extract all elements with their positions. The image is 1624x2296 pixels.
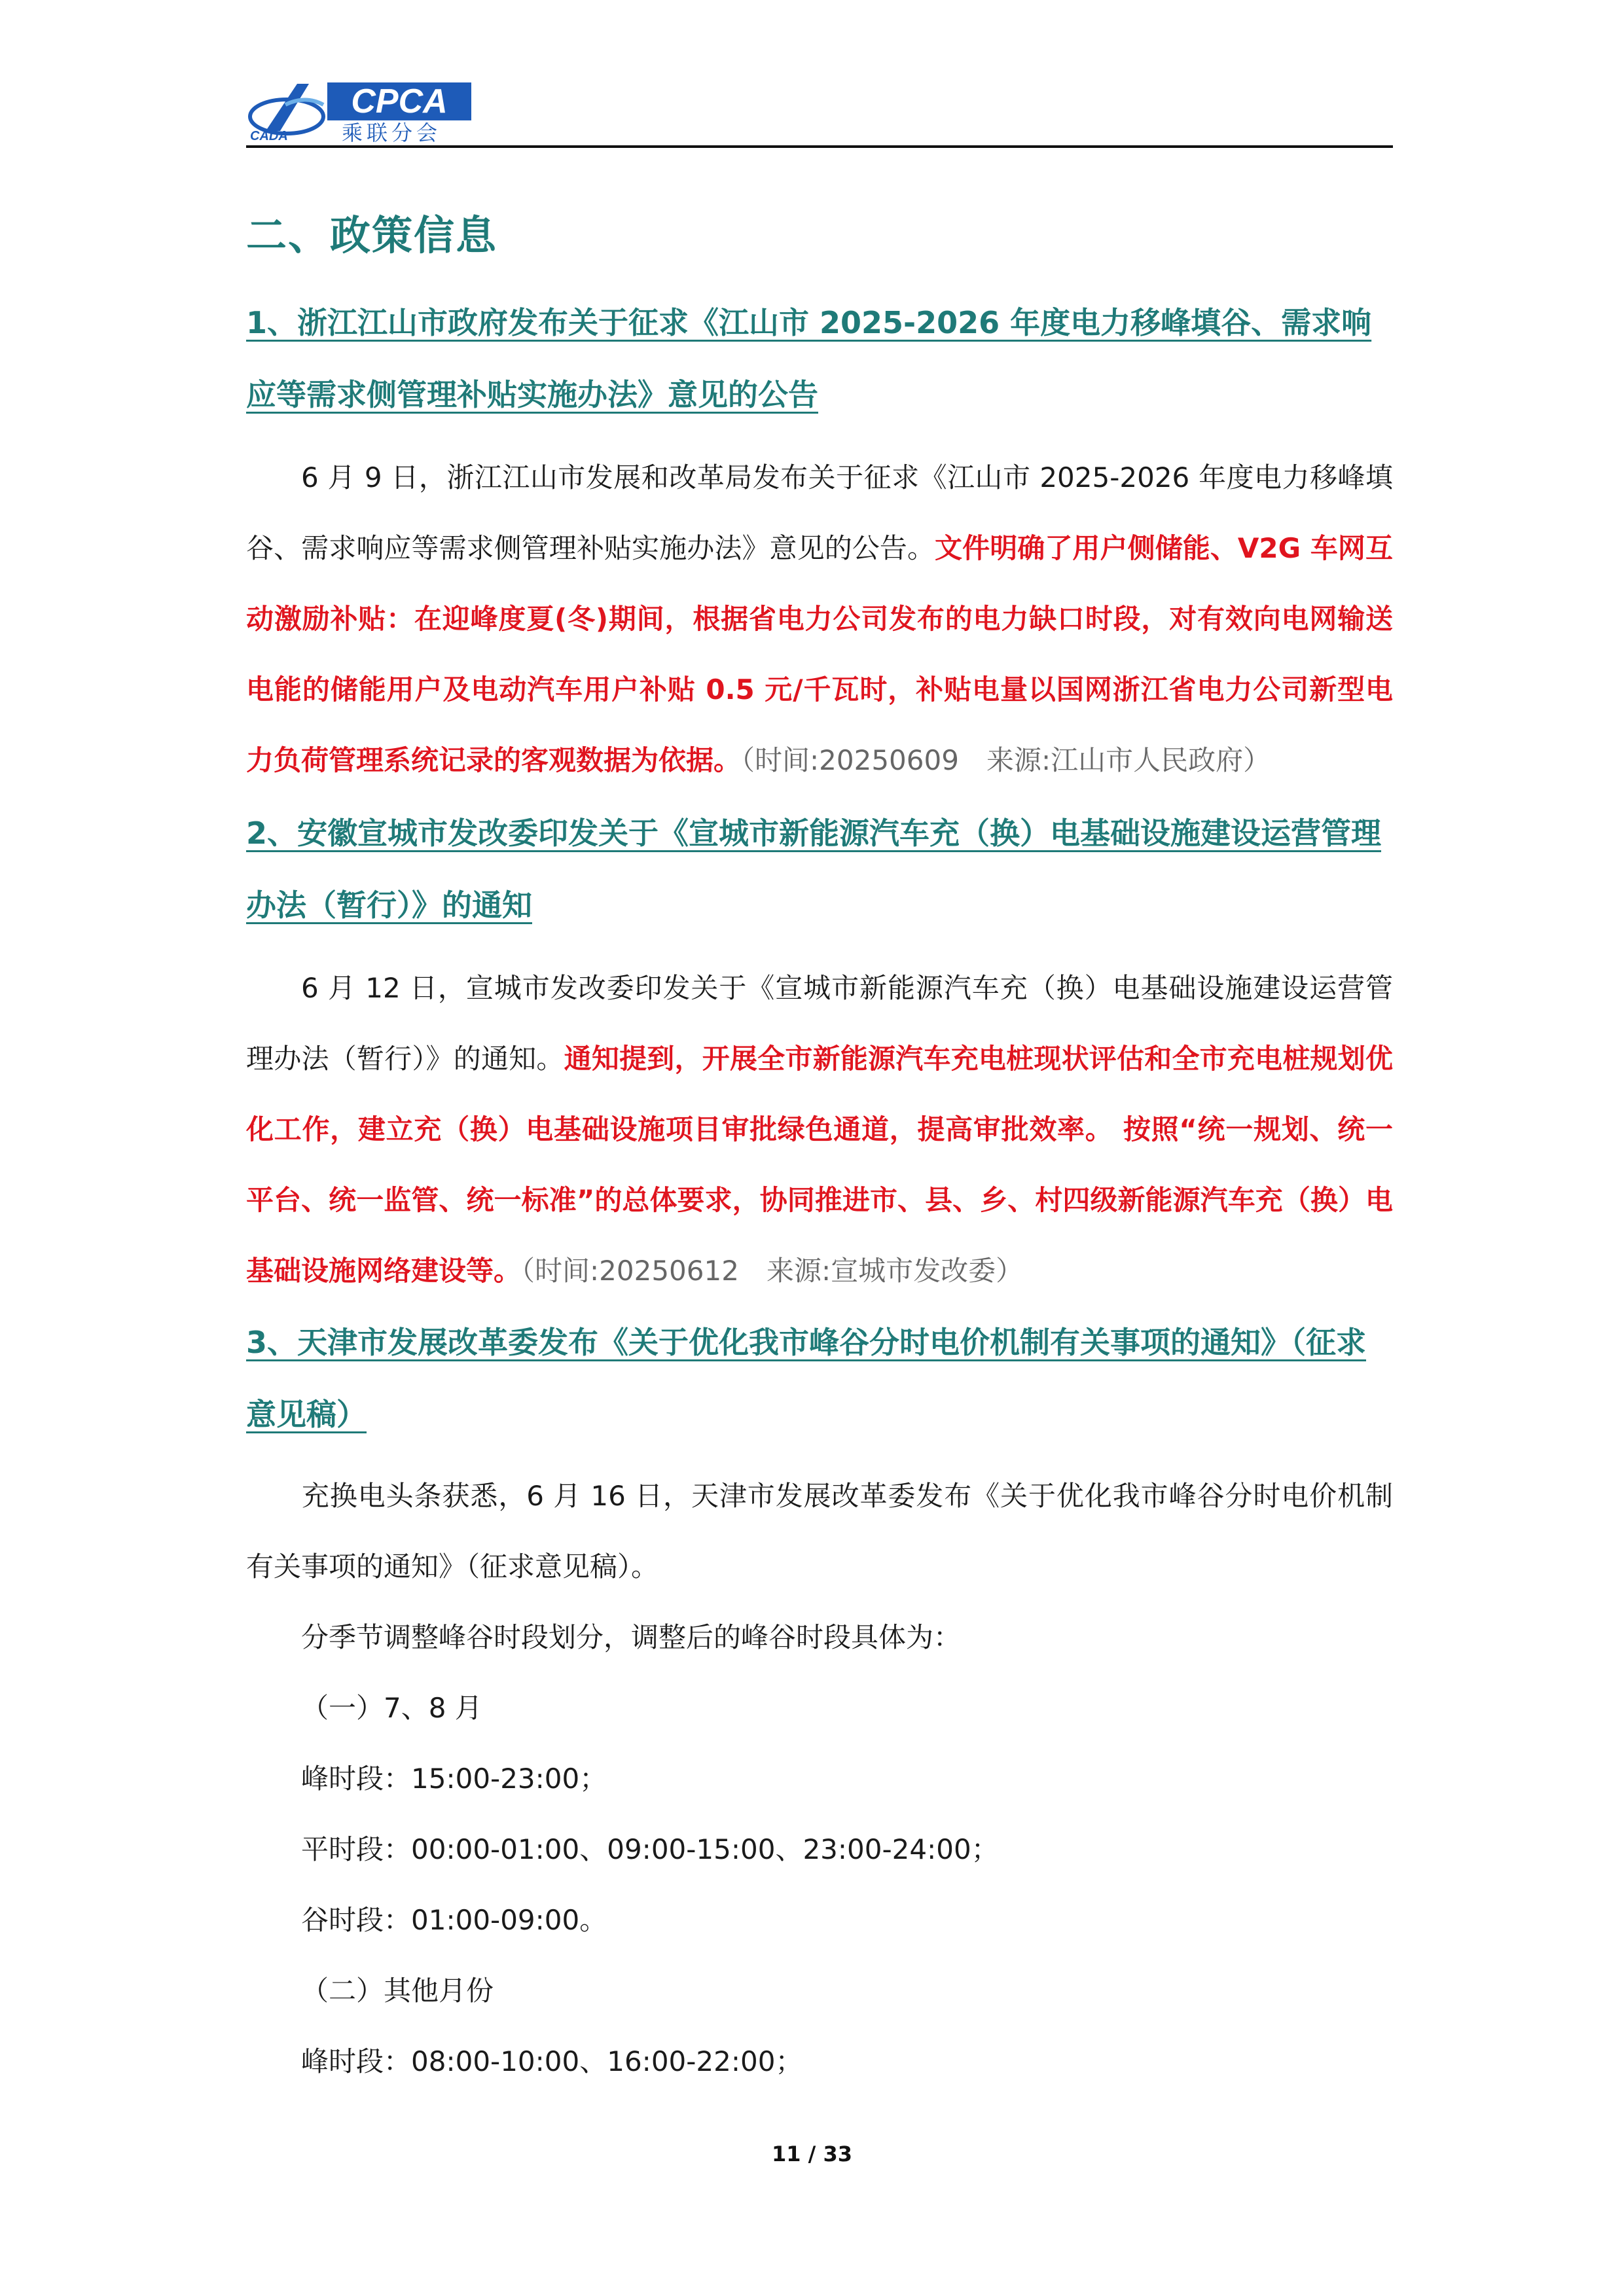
logo-text: CPCA	[351, 82, 448, 120]
item-3-line-4: 平时段：00:00-01:00、09:00-15:00、23:00-24:00；	[301, 1833, 999, 1865]
item-3-paragraph	[246, 1461, 1393, 1602]
item-2-highlight: 通知提到，开展全市新能源汽车充电桩现状评估和全市充电桩规划优化工作，建立充（换）电基础设施项目审批绿色通道，提高审批效率。 按照“统一规划、统一平台、统一监管、统一标准”的总体要求，协同推进市、县、乡、村四级新能源汽车充（换）电基础设施网络建设等。	[246, 1043, 1393, 1287]
item-2-paragraph	[246, 953, 1393, 1306]
logo-subtitle: 乘联分会	[342, 120, 442, 144]
item-2-meta: （时间:20250612 来源:宣城市发改委）	[521, 1255, 1024, 1287]
logo-mark: CADA	[250, 129, 288, 143]
item-3-line-7: 峰时段：08:00-10:00、16:00-22:00；	[301, 2045, 803, 2077]
item-2-intro: 6 月 12 日，宣城市发改委印发关于《宣城市新能源汽车充（换）电基础设施建设运营管理办法（暂行）》的通知。	[246, 972, 1393, 1075]
item-3-line-3: 峰时段：15:00-23:00；	[301, 1763, 607, 1795]
page-header	[246, 65, 1393, 148]
item-3-intro: 充换电头条获悉，6 月 16 日，天津市发展改革委发布《关于优化我市峰谷分时电价机制有关事项的通知》（征求意见稿）。	[246, 1480, 1393, 1583]
item-3-heading[interactable]: 3、天津市发展改革委发布《关于优化我市峰谷分时电价机制有关事项的通知》（征求意见稿）	[246, 1325, 1367, 1432]
item-1-meta: （时间:20250609 来源:江山市人民政府）	[741, 744, 1271, 776]
item-3-line-6: （二）其他月份	[301, 1975, 494, 2007]
item-3-line-5: 谷时段：01:00-09:00。	[301, 1904, 607, 1936]
cpca-logo-icon	[246, 72, 482, 144]
page-number: 11 / 33	[771, 2142, 853, 2166]
item-1-heading[interactable]: 1、浙江江山市政府发布关于征求《江山市 2025-2026 年度电力移峰填谷、需求响应等需求侧管理补贴实施办法》意见的公告	[246, 305, 1372, 412]
item-1-highlight: 文件明确了用户侧储能、V2G 车网互动激励补贴：在迎峰度夏(冬)期间，根据省电力公司发布的电力缺口时段，对有效向电网输送电能的储能用户及电动汽车用户补贴 0.5 元/千瓦时，补贴电量以国网浙江省电力公司新型电力负荷管理系统记录的客观数据为依据。	[246, 532, 1393, 776]
item-1-paragraph	[246, 442, 1393, 796]
item-3-line-2: （一）7、8 月	[301, 1692, 482, 1724]
item-1-intro: 6 月 9 日，浙江江山市发展和改革局发布关于征求《江山市 2025-2026 年度电力移峰填谷、需求响应等需求侧管理补贴实施办法》意见的公告。	[246, 461, 1393, 564]
item-3-line-1: 分季节调整峰谷时段划分，调整后的峰谷时段具体为：	[301, 1621, 962, 1653]
header-divider	[246, 145, 1393, 148]
item-2-heading[interactable]: 2、安徽宣城市发改委印发关于《宣城市新能源汽车充（换）电基础设施建设运营管理办法（暂行）》的通知	[246, 816, 1382, 923]
section-title: 二、政策信息	[246, 211, 498, 259]
